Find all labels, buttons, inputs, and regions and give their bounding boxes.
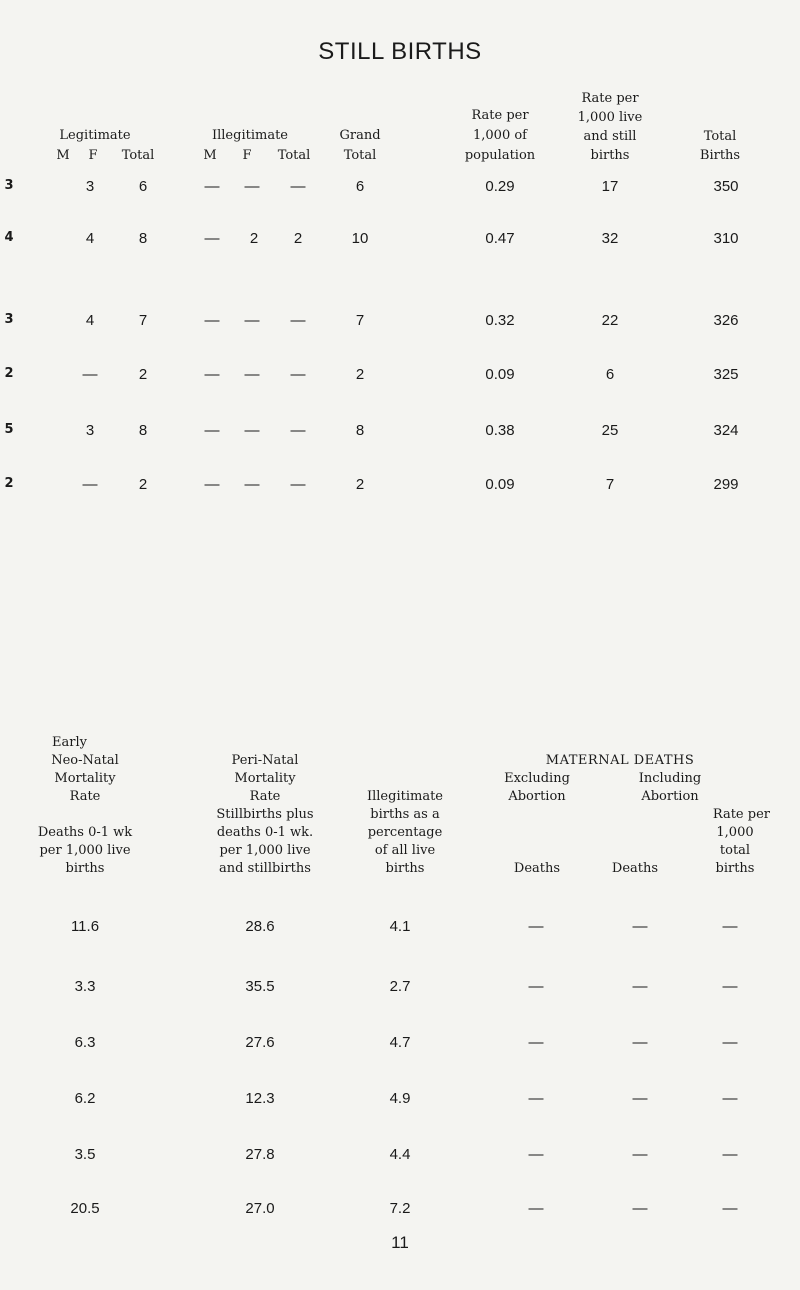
- cell-excl: —: [528, 1146, 544, 1163]
- cell-grand: 6: [355, 178, 365, 195]
- cell-rate-live: 7: [605, 476, 615, 493]
- cell-rate-pop: 0.09: [485, 366, 515, 383]
- cell-rate: —: [722, 1146, 738, 1163]
- header-illeg-2: births as a: [370, 807, 440, 822]
- cell-grand: 10: [351, 230, 369, 247]
- cell-rate-pop: 0.38: [485, 422, 515, 439]
- cell-peri: 28.6: [245, 918, 275, 935]
- header-excl-3: Deaths: [513, 861, 561, 876]
- header-illeg-total: Total: [277, 148, 311, 163]
- cell-illeg: 4.7: [389, 1034, 411, 1051]
- cell-illeg-m: —: [204, 366, 220, 383]
- cell-legit-m: 3: [4, 178, 14, 193]
- header-neo-7: births: [65, 861, 105, 876]
- cell-peri: 12.3: [245, 1090, 275, 1107]
- cell-rate: —: [722, 1090, 738, 1107]
- cell-rate-live: 25: [601, 422, 619, 439]
- cell-excl: —: [528, 918, 544, 935]
- cell-rate-pop: 0.32: [485, 312, 515, 329]
- header-illeg-m: M: [203, 148, 217, 163]
- cell-neo: 3.3: [74, 978, 96, 995]
- cell-peri: 27.0: [245, 1200, 275, 1217]
- cell-illeg-total: —: [290, 312, 306, 329]
- header-rate-live-2: 1,000 live: [577, 110, 643, 125]
- header-excl-2: Abortion: [508, 789, 566, 804]
- cell-grand: 8: [355, 422, 365, 439]
- cell-legit-m: 4: [4, 230, 14, 245]
- cell-legit-total: 7: [138, 312, 148, 329]
- cell-rate-pop: 0.29: [485, 178, 515, 195]
- cell-illeg-f: —: [244, 476, 260, 493]
- cell-neo: 11.6: [70, 918, 100, 935]
- cell-grand: 2: [355, 366, 365, 383]
- cell-neo: 6.2: [74, 1090, 96, 1107]
- cell-illeg-total: —: [290, 178, 306, 195]
- header-legit-f: F: [88, 148, 98, 163]
- cell-illeg-f: —: [244, 366, 260, 383]
- cell-legit-total: 6: [138, 178, 148, 195]
- page-number: 11: [391, 1233, 409, 1252]
- cell-legit-m: 5: [4, 422, 14, 437]
- cell-illeg-m: —: [204, 178, 220, 195]
- cell-excl: —: [528, 1090, 544, 1107]
- header-neo-5: Deaths 0-1 wk: [37, 825, 133, 840]
- header-peri-5: deaths 0-1 wk.: [216, 825, 314, 840]
- header-rate-live-1: Rate per: [581, 91, 639, 106]
- cell-illeg-m: —: [204, 422, 220, 439]
- header-total-births-2: Births: [699, 148, 741, 163]
- header-peri-3: Rate: [249, 789, 281, 804]
- cell-illeg: 4.9: [389, 1090, 411, 1107]
- header-rate-2: 1,000: [716, 825, 754, 840]
- cell-incl: —: [632, 918, 648, 935]
- header-rate-4: births: [715, 861, 755, 876]
- cell-incl: —: [632, 1146, 648, 1163]
- cell-incl: —: [632, 1034, 648, 1051]
- cell-rate-pop: 0.47: [485, 230, 515, 247]
- cell-births: 325: [713, 366, 739, 383]
- cell-legit-f: —: [82, 476, 98, 493]
- cell-incl: —: [632, 978, 648, 995]
- cell-illeg: 7.2: [389, 1200, 411, 1217]
- cell-rate-live: 22: [601, 312, 619, 329]
- cell-excl: —: [528, 1200, 544, 1217]
- cell-illeg-m: —: [204, 230, 220, 247]
- cell-neo: 3.5: [74, 1146, 96, 1163]
- header-peri-2: Mortality: [234, 771, 296, 786]
- header-neo-3: Mortality: [54, 771, 116, 786]
- header-grand-total: Total: [343, 148, 377, 163]
- cell-illeg: 2.7: [389, 978, 411, 995]
- cell-rate-pop: 0.09: [485, 476, 515, 493]
- header-illeg-3: percentage: [367, 825, 443, 840]
- cell-legit-f: 4: [85, 230, 95, 247]
- header-legit-m: M: [56, 148, 70, 163]
- cell-incl: —: [632, 1200, 648, 1217]
- header-neo-4: Rate: [69, 789, 101, 804]
- header-rate-live-3: and still: [583, 129, 637, 144]
- cell-legit-total: 2: [138, 476, 148, 493]
- cell-legit-f: —: [82, 366, 98, 383]
- cell-legit-m: 2: [4, 476, 14, 491]
- header-incl-2: Abortion: [641, 789, 699, 804]
- cell-legit-m: 2: [4, 366, 14, 381]
- cell-rate: —: [722, 1034, 738, 1051]
- cell-legit-m: 3: [4, 312, 14, 327]
- header-illeg-1: Illegitimate: [366, 789, 443, 804]
- cell-peri: 27.8: [245, 1146, 275, 1163]
- cell-illeg: 4.1: [389, 918, 411, 935]
- cell-rate-live: 32: [601, 230, 619, 247]
- header-neo-6: per 1,000 live: [39, 843, 131, 858]
- cell-rate-live: 17: [601, 178, 619, 195]
- cell-excl: —: [528, 1034, 544, 1051]
- header-neo-1: Early: [52, 735, 87, 750]
- cell-rate: —: [722, 918, 738, 935]
- cell-illeg-m: —: [204, 476, 220, 493]
- cell-incl: —: [632, 1090, 648, 1107]
- cell-grand: 2: [355, 476, 365, 493]
- header-total-births-1: Total: [703, 129, 737, 144]
- cell-legit-f: 4: [85, 312, 95, 329]
- cell-peri: 27.6: [245, 1034, 275, 1051]
- cell-rate: —: [722, 1200, 738, 1217]
- header-rate-pop-2: 1,000 of: [473, 128, 527, 143]
- header-legit-total: Total: [121, 148, 155, 163]
- cell-neo: 20.5: [70, 1200, 100, 1217]
- cell-births: 310: [713, 230, 739, 247]
- cell-excl: —: [528, 978, 544, 995]
- cell-illeg: 4.4: [389, 1146, 411, 1163]
- cell-illeg-f: —: [244, 422, 260, 439]
- header-rate-pop-3: population: [464, 148, 536, 163]
- cell-illeg-f: —: [244, 312, 260, 329]
- header-rate-3: total: [719, 843, 751, 858]
- cell-rate: —: [722, 978, 738, 995]
- page-title: STILL BIRTHS: [318, 38, 482, 65]
- header-peri-1: Peri-Natal: [231, 753, 299, 768]
- header-peri-4: Stillbirths plus: [216, 807, 314, 822]
- cell-illeg-m: —: [204, 312, 220, 329]
- header-rate-pop-1: Rate per: [471, 108, 529, 123]
- cell-legit-f: 3: [85, 422, 95, 439]
- cell-rate-live: 6: [605, 366, 615, 383]
- header-incl-1: Including: [638, 771, 702, 786]
- cell-illeg-total: —: [290, 476, 306, 493]
- cell-legit-total: 2: [138, 366, 148, 383]
- cell-legit-total: 8: [138, 230, 148, 247]
- header-neo-2: Neo-Natal: [51, 753, 119, 768]
- header-excl-1: Excluding: [504, 771, 570, 786]
- cell-peri: 35.5: [245, 978, 275, 995]
- cell-neo: 6.3: [74, 1034, 96, 1051]
- cell-legit-total: 8: [138, 422, 148, 439]
- cell-legit-f: 3: [85, 178, 95, 195]
- header-illegitimate: Illegitimate: [211, 128, 288, 143]
- cell-illeg-total: 2: [293, 230, 303, 247]
- header-rate-live-4: births: [590, 148, 630, 163]
- cell-illeg-total: —: [290, 422, 306, 439]
- cell-illeg-total: —: [290, 366, 306, 383]
- header-grand: Grand: [339, 128, 381, 143]
- header-maternal-deaths: MATERNAL DEATHS: [545, 753, 695, 768]
- header-incl-3: Deaths: [611, 861, 659, 876]
- cell-illeg-f: —: [244, 178, 260, 195]
- cell-illeg-f: 2: [249, 230, 259, 247]
- header-illeg-f: F: [242, 148, 252, 163]
- header-peri-7: and stillbirths: [219, 861, 311, 876]
- cell-births: 350: [713, 178, 739, 195]
- header-rate-1: Rate per: [712, 807, 770, 822]
- header-peri-6: per 1,000 live: [219, 843, 311, 858]
- cell-births: 326: [713, 312, 739, 329]
- cell-grand: 7: [355, 312, 365, 329]
- header-illeg-4: of all live: [374, 843, 436, 858]
- cell-births: 324: [713, 422, 739, 439]
- header-illeg-5: births: [385, 861, 425, 876]
- header-legitimate: Legitimate: [59, 128, 131, 143]
- cell-births: 299: [713, 476, 739, 493]
